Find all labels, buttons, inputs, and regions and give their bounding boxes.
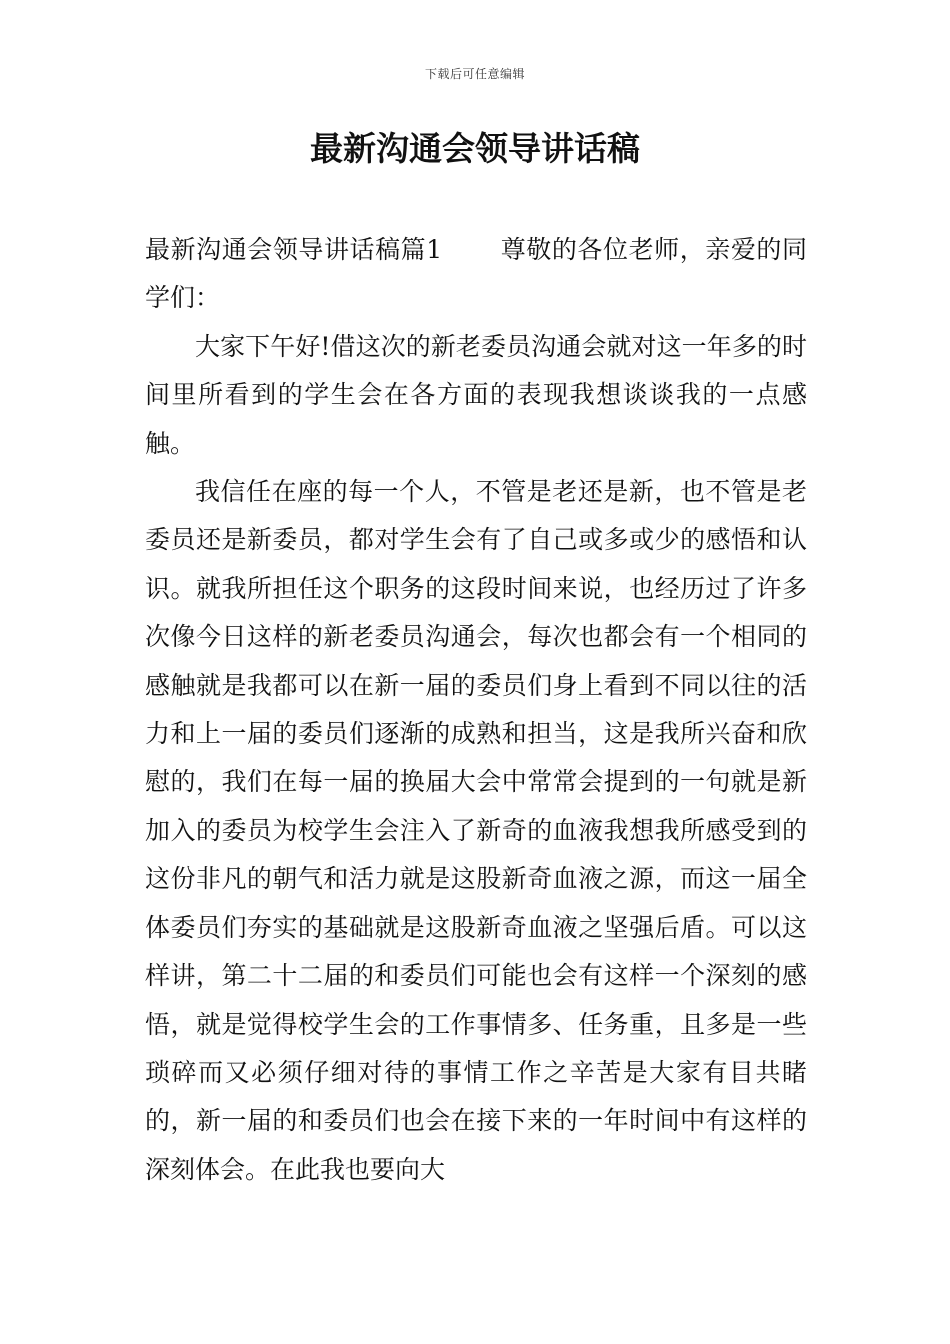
salutation: 尊敬的各位老师，亲爱的同学们：	[145, 235, 807, 313]
watermark-text: 下载后可任意编辑	[424, 67, 525, 81]
body-paragraph-2: 我信任在座的每一个人，不管是老还是新，也不管是老委员还是新委员，都对学生会有了自己或多或少的感悟和认识。就我所担任这个职务的这段时间来说，也经历过了许多次像今日这样的新老委员沟通会，每次也都会有一个相同的感触就是我都可以在新一届的委员们身上看到不同以往的活力和上一届的委员们逐渐的成熟和担当，这是我所兴奋和欣慰的，我们在每一届的换届大会中常常会提到的一句就是新加入的委员为校学生会注入了新奇的血液我想我所感受到的这份非凡的朝气和活力就是这股新奇血液之源，而这一届全体委员们夯实的基础就是这股新奇血液之坚强后盾。可以这样讲，第二十二届的和委员们可能也会有这样一个深刻的感悟，就是觉得校学生会的工作事情多、任务重，且多是一些琐碎而又必须仔细对待的事情工作之辛苦是大家有目共睹的，新一届的和委员们也会在接下来的一年时间中有这样的深刻体会。在此我也要向大	[145, 477, 807, 1184]
section-heading: 最新沟通会领导讲话稿篇1	[145, 235, 443, 264]
intro-paragraph	[145, 226, 807, 323]
body-paragraph-1: 大家下午好!借这次的新老委员沟通会就对这一年多的时间里所看到的学生会在各方面的表现我想谈谈我的一点感触。	[145, 331, 807, 458]
document-body	[145, 226, 807, 1194]
document-title: 最新沟通会领导讲话稿	[310, 129, 640, 168]
